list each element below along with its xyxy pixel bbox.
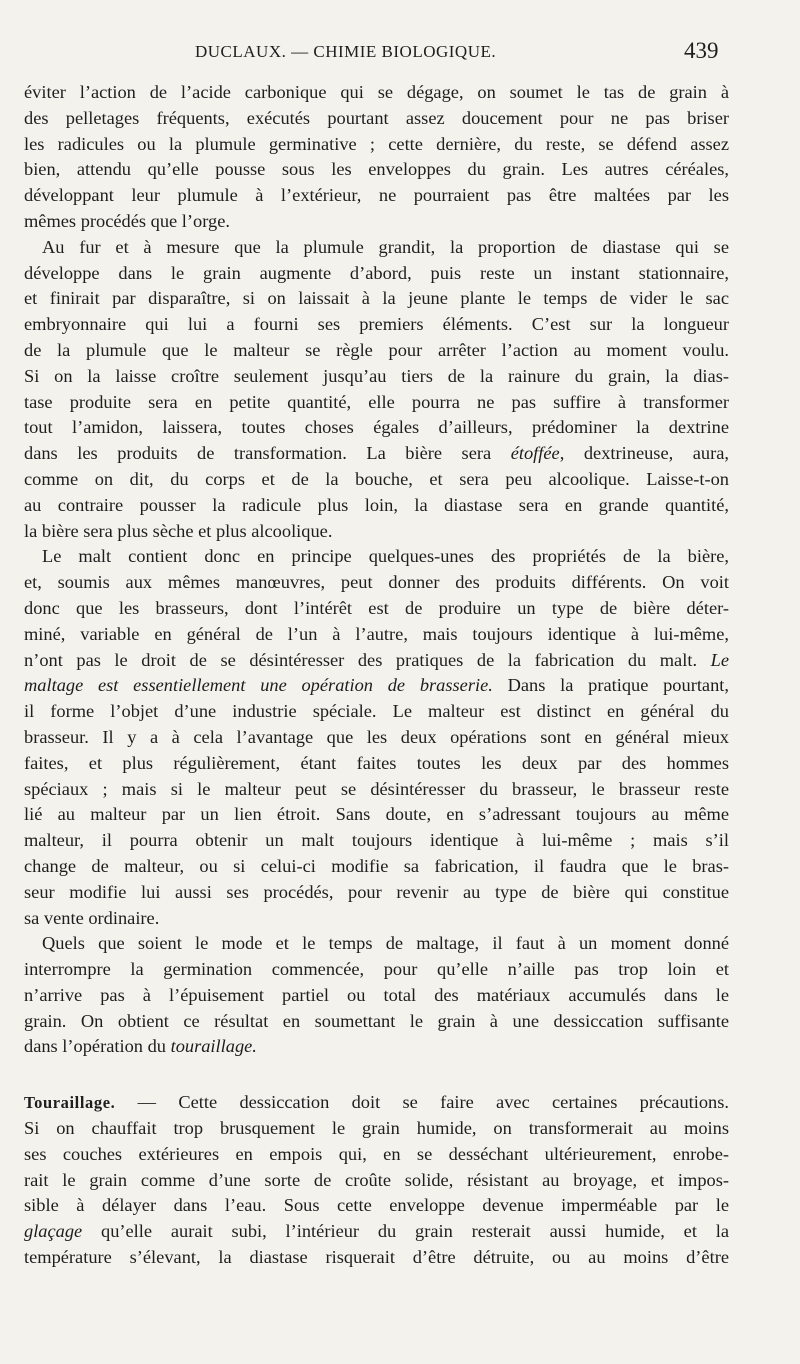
paragraph-4 [24, 931, 729, 1060]
text-run: qu’elle aurait subi, l’intérieur du grain resterait aussi humide, et la [82, 1221, 729, 1242]
text-line: Le malt contient donc en principe quelques-unes des propriétés de la bière, [42, 546, 729, 567]
paragraph-1 [24, 80, 729, 235]
text-line: malteur, il pourra obtenir un malt toujours identique à lui-même ; mais s’il [24, 830, 729, 851]
text-line [24, 1219, 729, 1245]
italic-term: étoffée [510, 443, 560, 464]
text-line: brasseur. Il y a à cela l’avantage que les deux opérations sont en général mieux [24, 726, 729, 747]
text-line: faites, et plus régulièrement, étant faites toutes les deux par des hommes [24, 752, 729, 773]
running-head-title: DUCLAUX. — CHIMIE BIOLOGIQUE. [195, 42, 497, 61]
text-line: les radicules ou la plumule germinative ; cette dernière, du reste, se défend assez [24, 133, 729, 154]
text-line: température s’élevant, la diastase risquerait d’être détruite, ou au moins d’être [24, 1247, 729, 1268]
text-line: lié au malteur par un lien étroit. Sans doute, en s’adressant toujours au même [24, 804, 729, 825]
text-line: ses couches extérieures en empois qui, en se desséchant ultérieurement, enrobe- [24, 1143, 729, 1164]
text-line [24, 1090, 729, 1116]
text-run: — Cette dessiccation doit se faire avec certaines précautions. [115, 1092, 729, 1113]
text-line: tase produite sera en petite quantité, elle pourra ne pas suffire à transformer [24, 391, 729, 412]
paragraph-2 [24, 235, 729, 545]
text-line: donc que les brasseurs, dont l’intérêt est de produire un type de bière déter- [24, 597, 729, 618]
text-line: développant leur plumule à l’extérieur, ne pourraient pas être maltées par les [24, 185, 729, 206]
text-line: mêmes procédés que l’orge. [24, 210, 230, 231]
text-line: des pelletages fréquents, exécutés pourtant assez doucement pour ne pas briser [24, 107, 729, 128]
text-line: comme on dit, du corps et de la bouche, et sera peu alcoolique. Laisse-t-on [24, 468, 729, 489]
text-line [24, 441, 729, 467]
running-head [0, 36, 800, 76]
text-line: Au fur et à mesure que la plumule grandit, la proportion de diastase qui se [42, 236, 729, 257]
italic-phrase: maltage est essentiellement une opération de brasserie. [24, 675, 493, 696]
text-line: miné, variable en général de l’un à l’autre, mais toujours identique à lui-même, [24, 623, 729, 644]
text-line: Quels que soient le mode et le temps de maltage, il faut à un moment donné [42, 933, 729, 954]
text-line: tout l’amidon, laissera, toutes choses égales d’ailleurs, prédominer la dextrine [24, 417, 729, 438]
text-line: sa vente ordinaire. [24, 907, 160, 928]
section-touraillage [24, 1090, 729, 1271]
text-line: il forme l’objet d’une industrie spéciale. Le malteur est distinct en général du [24, 701, 729, 722]
italic-term: glaçage [24, 1221, 83, 1242]
section-heading: Touraillage. [24, 1093, 116, 1113]
text-line: éviter l’action de l’acide carbonique qui se dégage, on soumet le tas de grain à [24, 82, 729, 102]
page-number: 439 [684, 38, 719, 63]
text-run: Dans la pratique pourtant, [492, 675, 729, 696]
italic-phrase: Le [710, 649, 729, 670]
text-line: Si on la laisse croître seulement jusqu’au tiers de la rainure du grain, la dias- [24, 365, 729, 386]
text-line: embryonnaire qui lui a fourni ses premiers éléments. C’est sur la longueur [24, 314, 729, 335]
text-run: n’ont pas le droit de se désintéresser des pratiques de la fabrication du malt. [24, 649, 711, 670]
paragraph-3 [24, 544, 729, 931]
text-line: et, soumis aux mêmes manœuvres, peut donner des produits différents. On voit [24, 572, 729, 593]
text-line: grain. On obtient ce résultat en soumettant le grain à une dessiccation suffisante [24, 1010, 729, 1031]
text-line: et finirait par disparaître, si on laissait à la jeune plante le temps de vider le sac [24, 288, 729, 309]
text-run: dans l’opération du [24, 1036, 171, 1057]
text-line: au contraire pousser la radicule plus loin, la diastase sera en grande quantité, [24, 494, 729, 515]
text-line: n’arrive pas à l’épuisement partiel ou total des matériaux accumulés dans le [24, 984, 729, 1005]
text-line: spéciaux ; mais si le malteur peut se désintéresser du brasseur, le brasseur reste [24, 778, 729, 799]
text-line: rait le grain comme d’une sorte de croûte solide, résistant au broyage, et impos- [24, 1169, 729, 1190]
text-line: la bière sera plus sèche et plus alcoolique. [24, 520, 333, 541]
body-text [24, 80, 729, 1271]
text-line: interrompre la germination commencée, pour qu’elle n’aille pas trop loin et [24, 959, 729, 980]
text-line: seur modifie lui aussi ses procédés, pour revenir au type de bière qui constitue [24, 881, 729, 902]
text-line [24, 673, 729, 699]
italic-term: touraillage. [170, 1036, 257, 1057]
text-line: développe dans le grain augmente d’abord, puis reste un instant stationnaire, [24, 262, 729, 283]
text-line [24, 1034, 729, 1060]
text-line [24, 648, 729, 674]
text-line: Si on chauffait trop brusquement le grain humide, on transformerait au moins [24, 1118, 729, 1139]
text-run: , dextrineuse, aura, [559, 443, 729, 464]
section-gap [24, 1060, 729, 1090]
text-line: sible à délayer dans l’eau. Sous cette enveloppe devenue imperméable par le [24, 1195, 729, 1216]
text-line: bien, attendu qu’elle pousse sous les enveloppes du grain. Les autres céréales, [24, 159, 729, 180]
text-run: dans les produits de transformation. La bière sera [24, 443, 511, 464]
text-line: change de malteur, ou si celui-ci modifie sa fabrication, il faudra que le bras- [24, 855, 729, 876]
text-line: de la plumule que le malteur se règle pour arrêter l’action au moment voulu. [24, 339, 729, 360]
